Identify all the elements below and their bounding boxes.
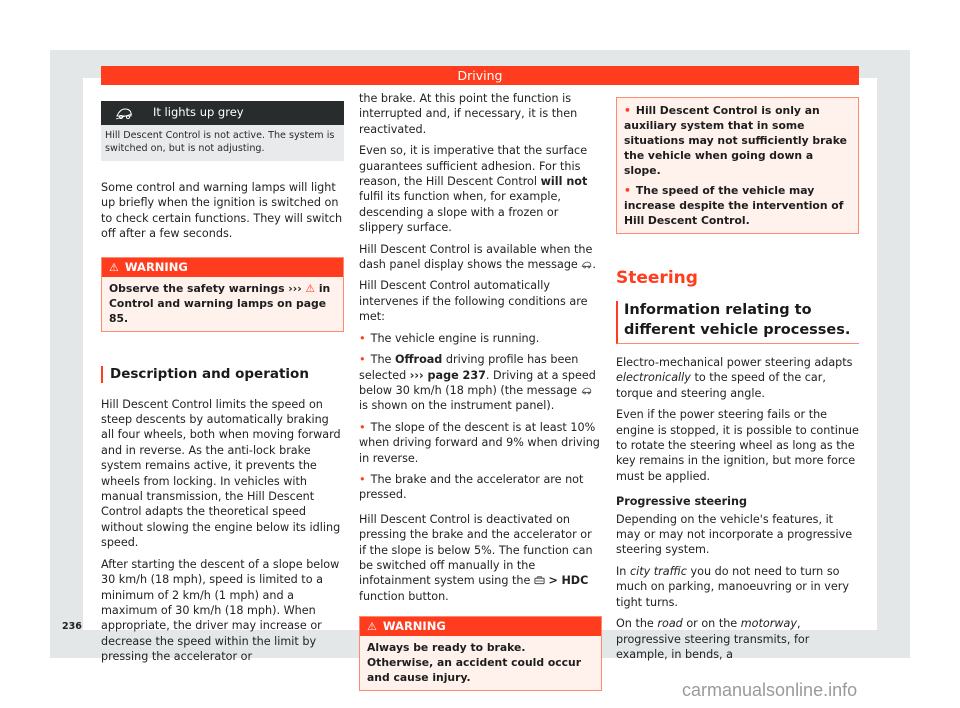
text: is shown on the instrument panel). <box>359 399 555 413</box>
car-menu-icon <box>534 576 545 585</box>
section-heading: Description and operation <box>101 366 344 383</box>
caution-box <box>616 97 859 234</box>
paragraph: Hill Descent Control automatically intervenes if the following conditions are met: <box>359 279 588 324</box>
text: On the <box>616 617 658 631</box>
paragraph: After starting the descent of a slope below 30 km/h (18 mph), speed is limited to a minimum of 2 km/h (1 mph) and a maximum of 30 km/h (18 mph). When appropriate, the driver may increase or decrease the speed within the limit by pressing the accelerator or <box>101 557 340 664</box>
section-title: Steering <box>616 268 698 288</box>
warning-label: WARNING <box>124 259 188 274</box>
warning-text-part: Observe the safety warnings ››› <box>109 281 306 295</box>
watermark[interactable]: carmanualsonline.info <box>682 680 858 700</box>
text: to the speed of the car, torque and steering angle. <box>616 371 826 400</box>
text: or on the <box>682 617 741 631</box>
paragraph <box>616 616 859 662</box>
status-panel-header <box>101 101 344 125</box>
warning-header <box>102 258 343 277</box>
text: you do not need to turn so much on parking, manoeuvring or in very tight turns. <box>616 564 849 609</box>
warning-triangle-icon: ⚠ <box>367 620 377 634</box>
column-1 <box>101 92 344 671</box>
emphasis: electronically <box>616 371 691 385</box>
page-reference-link[interactable]: ››› page 237 <box>409 368 486 382</box>
column-2 <box>359 92 602 691</box>
text: fulfil its function when, for example, descending a slope with a frozen or slippery surface. <box>359 190 561 235</box>
column-3 <box>616 92 859 668</box>
section-subtitle: Information relating to different vehicle processes. <box>616 301 859 344</box>
text: Electro-mechanical power steering adapts <box>616 356 853 369</box>
caution-item: • Hill Descent Control is only an auxiliary system that in some situations may not sufficiently brake the vehicle when going down a slope. <box>624 103 851 178</box>
status-panel-title: It lights up grey <box>153 105 244 120</box>
text: , progressive steering transmits, for example, in bends, a <box>616 617 810 661</box>
paragraph: the brake. At this point the function is interrupted and, if necessary, it is then reactivated. <box>359 92 578 136</box>
warning-text: Always be ready to brake. Otherwise, an accident could occur and cause injury. <box>367 641 582 685</box>
paragraph <box>616 564 859 610</box>
text: Hill Descent Control is deactivated on pressing the brake and the accelerator or if the slope is below 5%. The function can be switched off manually in the infotainment system using the <box>359 512 593 588</box>
emphasis: motorway <box>740 617 797 631</box>
subsection-heading: Progressive steering <box>616 495 747 509</box>
text: In <box>616 564 630 578</box>
warning-triangle-icon: ⚠ <box>305 281 316 295</box>
warning-box <box>359 616 602 691</box>
hill-descent-icon <box>115 106 133 120</box>
warning-text <box>102 277 343 331</box>
warning-link-text[interactable]: in Control and warning lamps on page 85. <box>109 281 331 325</box>
text: function button. <box>359 589 449 603</box>
hill-descent-icon <box>581 260 592 269</box>
text: driving profile has been selected <box>359 353 579 382</box>
status-panel-body: Hill Descent Control is not active. The system is switched on, but is not adjusting. <box>101 125 344 161</box>
emphasis: city traffic <box>629 564 687 578</box>
warning-box <box>101 257 344 332</box>
warning-header <box>360 617 601 636</box>
caution-item: • The speed of the vehicle may increase despite the intervention of Hill Descent Control. <box>624 183 851 228</box>
paragraph <box>616 355 859 401</box>
paragraph <box>359 143 602 235</box>
paragraph <box>359 512 602 604</box>
chapter-header: Driving <box>101 66 859 85</box>
emphasis: Offroad <box>394 353 443 367</box>
text: Even so, it is imperative that the surface guarantees sufficient adhesion. For this reason, the Hill Descent Control <box>359 144 588 189</box>
page-number: 236 <box>62 621 82 632</box>
paragraph: Depending on the vehicle's features, it may or may not incorporate a progressive steering system. <box>616 512 853 557</box>
paragraph: Even if the power steering fails or the engine is stopped, it is possible to continue to rotate the steering wheel as long as the key remains in the ignition, but more force must be applied. <box>616 408 859 483</box>
paragraph: Hill Descent Control is available when the dash panel display shows the message . <box>359 242 596 272</box>
text: Hill Descent Control is available when the dash panel display shows the message <box>359 242 593 272</box>
text: The <box>370 353 395 367</box>
menu-arrow: > <box>548 574 558 588</box>
bullet-item: • The brake and the accelerator are not pressed. <box>359 472 602 503</box>
emphasis: road <box>657 617 683 631</box>
hill-descent-icon <box>581 386 592 395</box>
emphasis: will not <box>540 175 588 189</box>
intro-paragraph: Some control and warning lamps will light up briefly when the ignition is switched on to check certain functions. They will switch off after a few seconds. <box>101 181 343 241</box>
bullet-item: • The slope of the descent is at least 10% when driving forward and 9% when driving in reverse. <box>359 420 602 466</box>
bullet-item: • The vehicle engine is running. <box>359 331 602 346</box>
paragraph: Hill Descent Control limits the speed on steep descents by automatically braking all four wheels, both when moving forward and in reverse. As the anti-lock brake system remains active, it prevents the wheels from locking. In vehicles with manual transmission, the Hill Descent Control adapts the theoretical speed without slowing the engine below its idling speed. <box>101 397 341 550</box>
warning-label: WARNING <box>382 619 446 634</box>
hdc-button-label: HDC <box>561 574 589 588</box>
bullet-item <box>359 352 602 414</box>
warning-triangle-icon: ⚠ <box>109 260 119 274</box>
text: . Driving at a speed below 30 km/h (18 mph) (the message <box>359 368 596 397</box>
